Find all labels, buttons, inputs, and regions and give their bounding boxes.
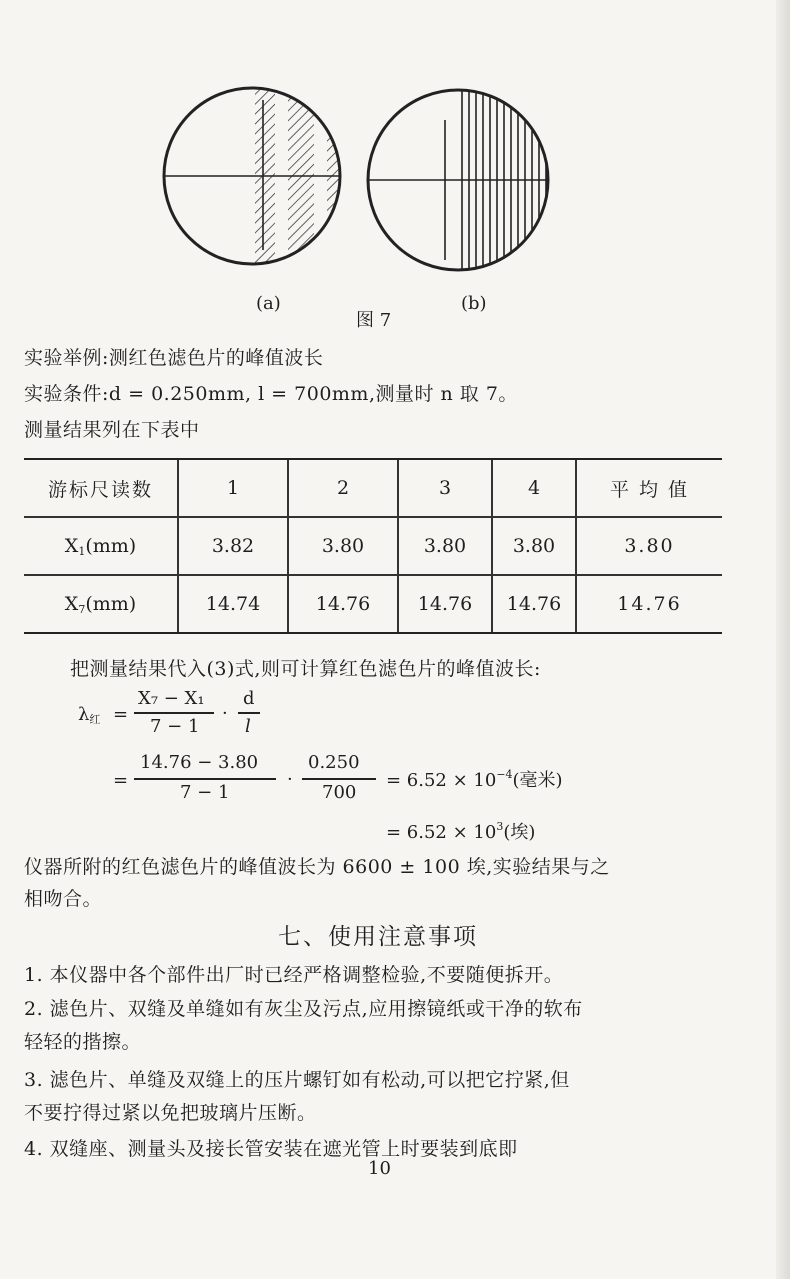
result-angstrom: = $6.52 \times 10^3$(埃): [386, 820, 536, 843]
calculation-lead: 把测量结果代入(3)式,则可计算红色滤色片的峰值波长:: [70, 658, 541, 680]
lambda-subscript: 红: [89, 713, 101, 726]
table-header-cell: 3: [398, 459, 492, 517]
frac3-numerator: 14.76 − 3.80: [140, 752, 259, 773]
frac4-numerator: 0.250: [308, 752, 360, 773]
label-a: (a): [256, 293, 281, 314]
list-item: 不要拧得过紧以免把玻璃片压断。: [24, 1102, 317, 1124]
measurement-table: [24, 458, 722, 634]
list-item: 4. 双缝座、测量头及接长管安装在遮光管上时要装到底即: [24, 1138, 518, 1160]
result-mm: = $6.52 \times 10^{-4}$(毫米): [386, 768, 563, 791]
figure-7-diagram: [160, 80, 580, 280]
label-b: (b): [461, 293, 487, 314]
page-edge-shadow: [776, 0, 790, 1279]
table-header-cell: 2: [288, 459, 398, 517]
table-row: [24, 517, 722, 575]
figure-title: 图 7: [356, 310, 392, 331]
conclusion-line-1: 仪器所附的红色滤色片的峰值波长为 6600 ± 100 埃,实验结果与之: [24, 856, 610, 878]
table-cell: 3.80: [288, 517, 398, 575]
table-header-cell: 1: [178, 459, 288, 517]
table-header-cell: 游标尺读数: [24, 459, 178, 517]
frac1-numerator: X₇ − X₁: [138, 688, 205, 709]
example-intro: 实验举例:测红色滤色片的峰值波长: [24, 347, 324, 369]
dot-operator: ·: [287, 769, 293, 790]
list-item: 1. 本仪器中各个部件出厂时已经严格调整检验,不要随便拆开。: [24, 964, 564, 986]
example-conditions: 实验条件:d = 0.250mm, l = 700mm,测量时 n 取 7。: [24, 383, 518, 405]
table-cell: 3.80: [492, 517, 576, 575]
frac1-denominator: 7 − 1: [150, 716, 200, 737]
table-cell: 3.80: [398, 517, 492, 575]
frac2-denominator: l: [245, 716, 251, 737]
list-item: 3. 滤色片、单缝及双缝上的压片螺钉如有松动,可以把它拧紧,但: [24, 1069, 570, 1091]
table-cell: 14.76: [576, 575, 722, 633]
lambda-symbol: λ: [78, 704, 90, 725]
row-label: $X_1(mm)$: [24, 517, 178, 575]
table-cell: 3.80: [576, 517, 722, 575]
row-label: $X_7(mm)$: [24, 575, 178, 633]
dot-operator: ·: [222, 703, 228, 724]
table-cell: 14.76: [398, 575, 492, 633]
table-header-cell: 4: [492, 459, 576, 517]
frac3-denominator: 7 − 1: [180, 782, 230, 803]
conclusion-line-2: 相吻合。: [24, 888, 103, 910]
table-header-row: [24, 459, 722, 517]
list-item: 轻轻的揩擦。: [24, 1031, 142, 1053]
table-row: [24, 575, 722, 633]
equals-sign: =: [113, 770, 129, 791]
table-cell: 14.76: [288, 575, 398, 633]
frac2-numerator: d: [243, 688, 255, 709]
table-cell: 3.82: [178, 517, 288, 575]
table-header-cell: 平 均 值: [576, 459, 722, 517]
equals-sign: =: [113, 704, 129, 725]
section-title: 七、使用注意事项: [278, 924, 478, 950]
frac4-denominator: 700: [322, 782, 357, 803]
table-cell: 14.74: [178, 575, 288, 633]
table-cell: 14.76: [492, 575, 576, 633]
page-number: 10: [368, 1158, 391, 1179]
table-caption: 测量结果列在下表中: [24, 419, 200, 441]
list-item: 2. 滤色片、双缝及单缝如有灰尘及污点,应用擦镜纸或干净的软布: [24, 998, 583, 1020]
